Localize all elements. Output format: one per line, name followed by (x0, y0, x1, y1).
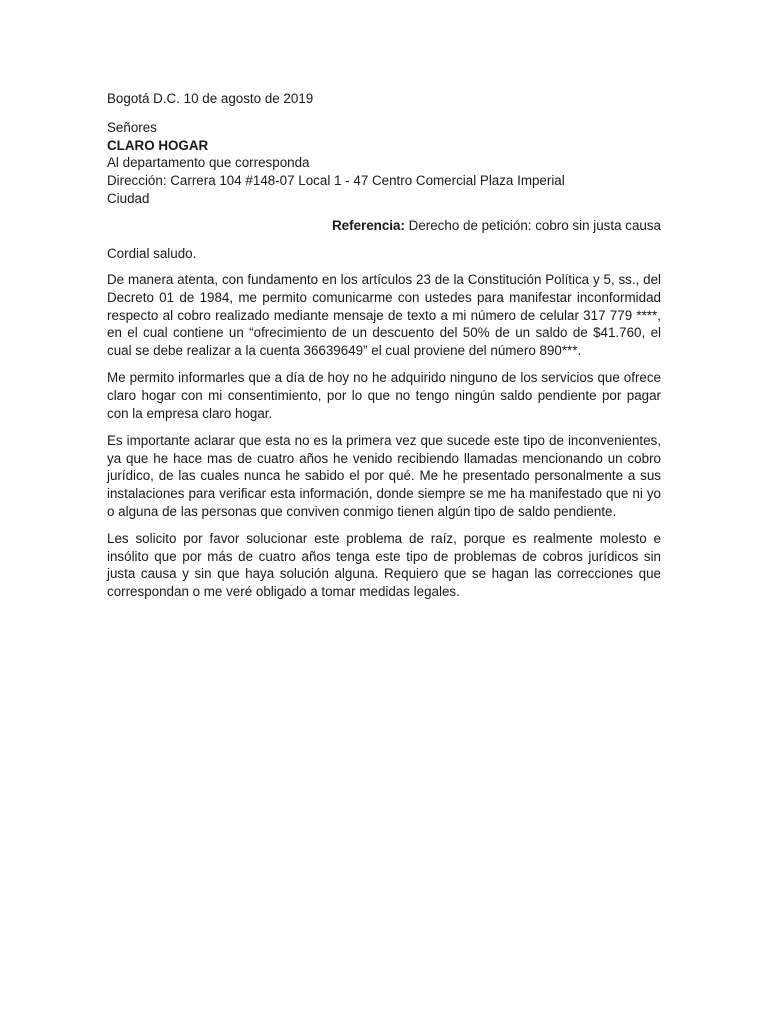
body-paragraph-4: Les solicito por favor solucionar este problema de raíz, porque es realmente molesto e insólito que por más de cuatro años tenga este tipo de problemas de cobros jurídicos sin justa causa y sin que haya solución alguna. Requiero que se hagan las correcciones que correspondan o me veré obligado a tomar medidas legales. (107, 531, 661, 599)
reference-text: Derecho de petición: cobro sin justa causa (404, 217, 661, 233)
addressee-department: Al departamento que corresponda (107, 155, 310, 171)
date-line: Bogotá D.C. 10 de agosto de 2019 (107, 91, 314, 106)
body-paragraph-1: De manera atenta, con fundamento en los artículos 23 de la Constitución Política y 5, ss., del Decreto 01 de 1984, me permito comunicarme con ustedes para manifestar inconformidad respecto al cobro realizado mediante mensaje de texto a mi número de celular 317 779 ****, en el cual contiene un “ofrecimiento de un descuento del 50% de un saldo de $41.760, el cual se debe realizar a la cuenta 36639649” el cual proviene del número 890***. (107, 272, 661, 358)
addressee-salutation: Señores (107, 119, 157, 135)
greeting: Cordial saludo. (107, 245, 197, 261)
reference-line (107, 217, 661, 235)
addressee-city: Ciudad (107, 190, 150, 206)
body-paragraph-3: Es importante aclarar que esta no es la primera vez que sucede este tipo de inconvenientes, ya que he hace mas de cuatro años he venido recibiendo llamadas mencionando un cobro jurídico, de las cuales nunca he sabido el por qué. Me he presentado personalmente a sus instalaciones para verificar esta información, donde siempre se me ha manifestado que ni yo o alguna de las personas que conviven conmigo tienen algún tipo de saldo pendiente. (107, 433, 661, 519)
addressee-company: CLARO HOGAR (107, 137, 209, 153)
body-paragraph-2: Me permito informarles que a día de hoy no he adquirido ninguno de los servicios que ofrece claro hogar con mi consentimiento, por lo que no tengo ningún saldo pendiente por pagar con la empresa claro hogar. (107, 370, 661, 421)
addressee-block (107, 119, 661, 208)
letter-body (107, 90, 661, 610)
addressee-address: Dirección: Carrera 104 #148-07 Local 1 - 47 Centro Comercial Plaza Imperial (107, 173, 565, 189)
reference-label: Referencia: (332, 217, 405, 233)
